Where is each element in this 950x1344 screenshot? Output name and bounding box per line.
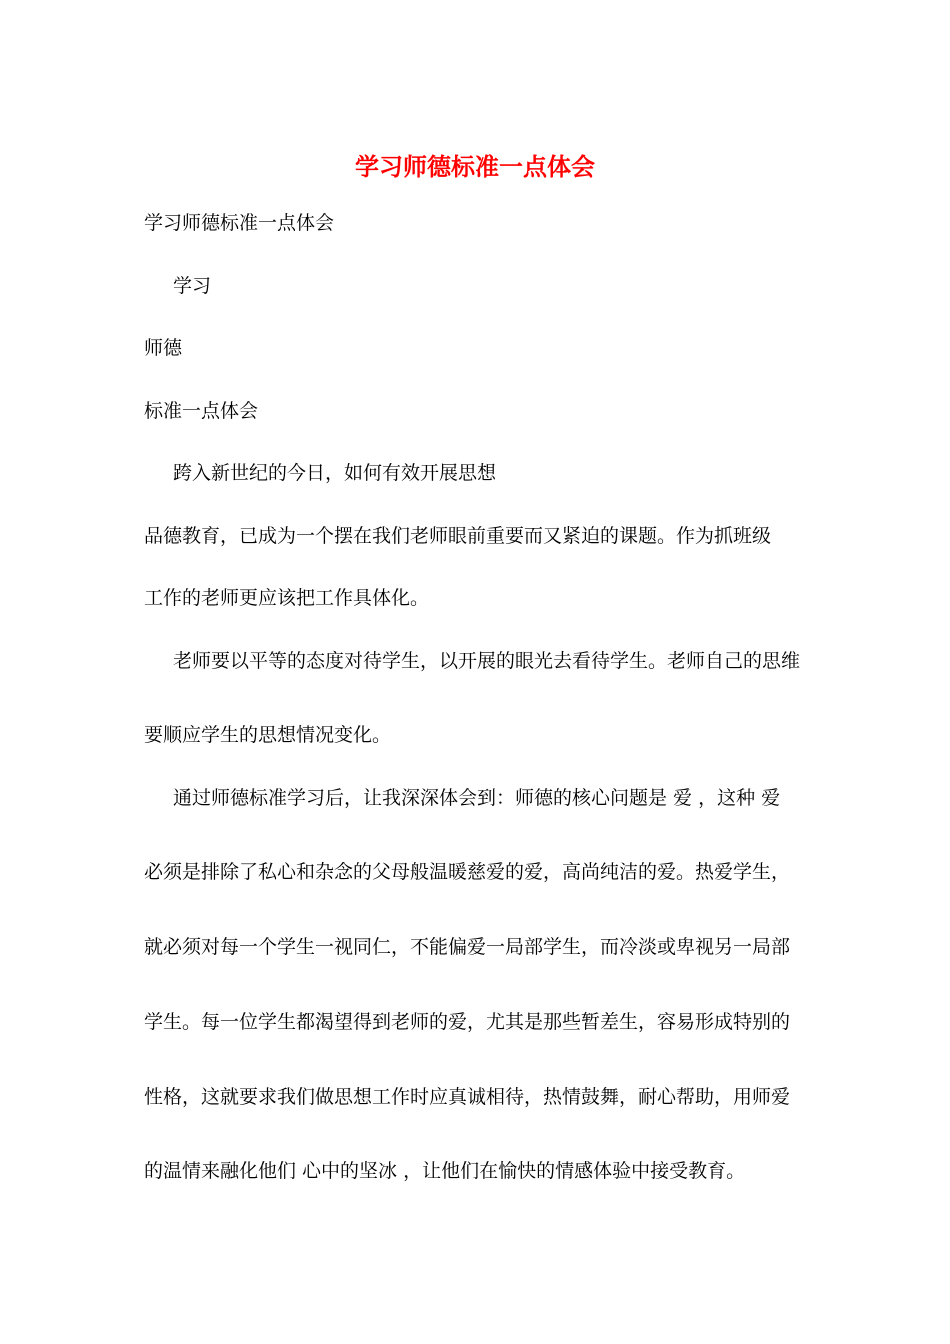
paragraph-3-line-3: 就必须对每一个学生一视同仁，不能偏爱一局部学生，而冷淡或卑视另一局部 bbox=[144, 936, 791, 958]
paragraph-1-line-1: 跨入新世纪的今日，如何有效开展思想 bbox=[173, 462, 497, 484]
paragraph-3-line-5: 性格，这就要求我们做思想工作时应真诚相待，热情鼓舞，耐心帮助，用师爱 bbox=[144, 1086, 791, 1108]
paragraph-3-line-6: 的温情来融化他们 心中的坚冰 ，让他们在愉快的情感体验中接受教育。 bbox=[144, 1160, 746, 1182]
heading-fragment-2: 师德 bbox=[144, 337, 183, 359]
subtitle-line: 学习师德标准一点体会 bbox=[144, 212, 335, 234]
document-title: 学习师德标准一点体会 bbox=[355, 152, 595, 181]
paragraph-1-line-2: 品德教育，已成为一个摆在我们老师眼前重要而又紧迫的课题。作为抓班级 bbox=[144, 525, 772, 547]
paragraph-2-line-2: 要顺应学生的思想情况变化。 bbox=[144, 724, 392, 746]
paragraph-1-line-3: 工作的老师更应该把工作具体化。 bbox=[144, 587, 430, 609]
paragraph-3-line-1: 通过师德标准学习后，让我深深体会到：师德的核心问题是 爱 ，这种 爱 bbox=[173, 787, 781, 809]
paragraph-3-line-2: 必须是排除了私心和杂念的父母般温暖慈爱的爱，高尚纯洁的爱。热爱学生， bbox=[144, 861, 791, 883]
paragraph-3-line-4: 学生。每一位学生都渴望得到老师的爱，尤其是那些暂差生，容易形成特别的 bbox=[144, 1011, 791, 1033]
paragraph-2-line-1: 老师要以平等的态度对待学生，以开展的眼光去看待学生。老师自己的思维 bbox=[173, 650, 801, 672]
heading-fragment-3: 标准一点体会 bbox=[144, 400, 259, 422]
heading-fragment-1: 学习 bbox=[173, 275, 212, 297]
